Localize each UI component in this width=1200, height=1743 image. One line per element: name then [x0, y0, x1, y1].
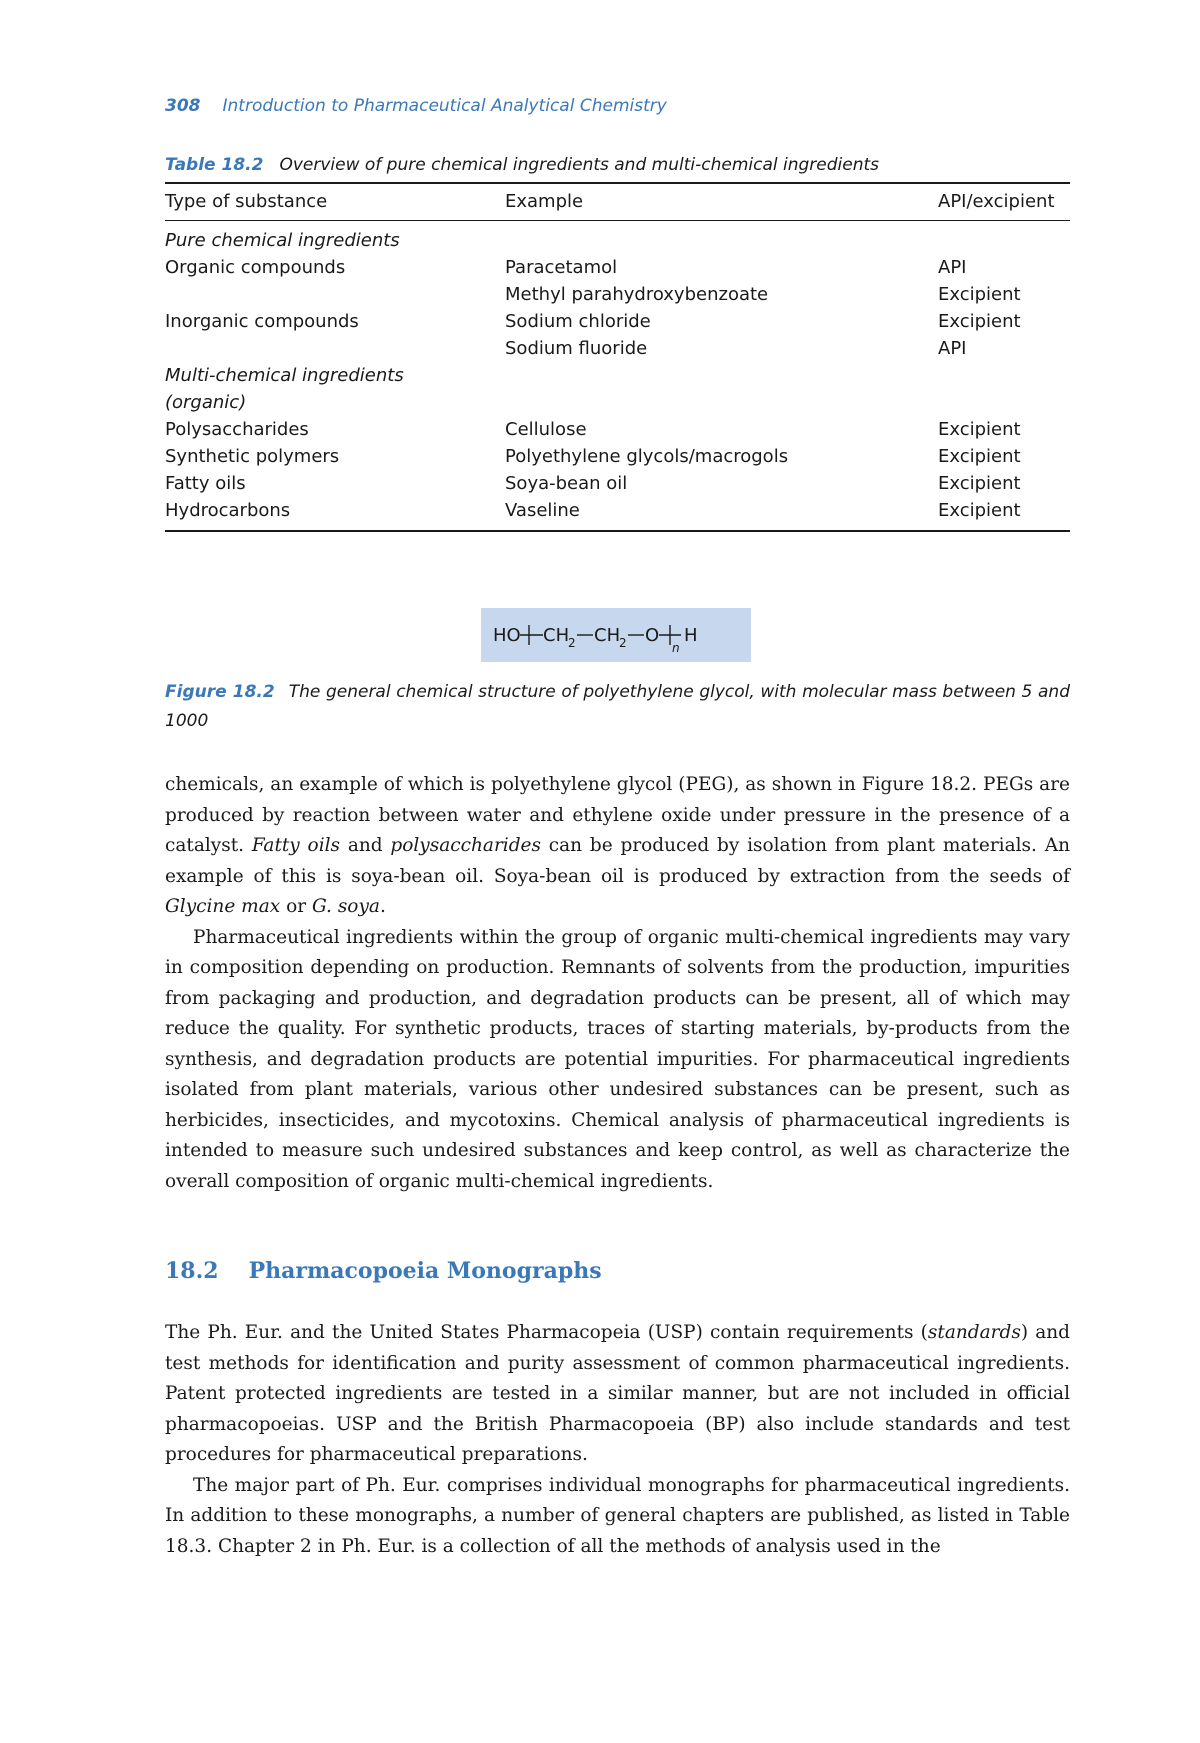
table-cell: Organic compounds [165, 257, 346, 278]
table-row [165, 470, 1070, 497]
table-cell: Excipient [938, 500, 1021, 521]
column-header: API/excipient [938, 183, 1070, 221]
formula-sub-1: 2 [568, 636, 576, 650]
text-run: can be produced by isolation from plant materials. An example of this is soya-bean oil. Soya-bean oil is produced by extraction from the seeds of [165, 835, 1070, 887]
text-run-italic: Fatty oils [251, 835, 341, 856]
table-header-row [165, 183, 1070, 221]
table-cell: Excipient [938, 446, 1021, 467]
table-row [165, 416, 1070, 443]
overview-table [165, 182, 1070, 532]
section-number: 18.2 [165, 1258, 219, 1284]
paragraph: The major part of Ph. Eur. comprises individual monographs for pharmaceutical ingredients. In addition to these monographs, a number of general chapters are published, as listed in Table 18.3. Chapter 2 in Ph. Eur. is a collection of all the methods of analysis used in the [165, 1474, 1070, 1557]
table-row [165, 497, 1070, 531]
table-cell: Inorganic compounds [165, 311, 359, 332]
page-number: 308 [165, 96, 201, 116]
text-run-italic: G. soya [311, 896, 380, 917]
table-cell: Excipient [938, 419, 1021, 440]
figure-label: Figure 18.2 [165, 682, 275, 702]
table-section-row [165, 362, 1070, 416]
table-cell: Methyl parahydroxybenzoate [505, 284, 769, 305]
table-section-row [165, 221, 1070, 255]
formula-h: H [684, 625, 698, 646]
table-cell: Soya-bean oil [505, 473, 628, 494]
peg-structure-figure [481, 608, 751, 662]
paragraph: Pharmaceutical ingredients within the group of organic multi-chemical ingredients may vary in composition depending on production. Remnants of solvents from the production, impurities from packaging and production, and degradation products can be present, all of which may reduce the quality. For synthetic products, traces of starting materials, by-products from the synthesis, and degradation products are potential impurities. For pharmaceutical ingredients isolated from plant materials, various other undesired substances can be present, such as herbicides, insecticides, and mycotoxins. Chemical analysis of pharmaceutical ingredients is intended to measure such undesired substances and keep control, as well as characterize the overall composition of organic multi-chemical ingredients. [165, 926, 1070, 1192]
text-run-italic: standards [927, 1322, 1021, 1343]
table-cell: Hydrocarbons [165, 500, 291, 521]
text-run: or [280, 896, 312, 917]
text-run: . [379, 896, 386, 917]
column-header: Example [505, 183, 938, 221]
table-cell: Sodium chloride [505, 311, 651, 332]
table-caption-text: Overview of pure chemical ingredients and multi-chemical ingredients [279, 155, 879, 175]
section-title: Pharmacopoeia Monographs [248, 1258, 602, 1284]
formula-n: n [672, 641, 680, 655]
formula-ch-2: CH [594, 625, 621, 646]
section-label-line: (organic) [165, 392, 247, 413]
table-label: Table 18.2 [165, 155, 264, 175]
table-section-label: Pure chemical ingredients [165, 230, 400, 251]
text-run-italic: polysaccharides [390, 835, 541, 856]
body-text-block [165, 770, 1070, 1197]
table-cell: Sodium fluoride [505, 338, 648, 359]
table-cell: API [938, 257, 967, 278]
section-heading [165, 1258, 602, 1284]
table-cell: Vaseline [505, 500, 580, 521]
paragraph [165, 1318, 1070, 1471]
table-cell [165, 335, 505, 362]
table-cell: Excipient [938, 473, 1021, 494]
paragraph [165, 770, 1070, 923]
column-header: Type of substance [165, 183, 505, 221]
table-row [165, 443, 1070, 470]
table-cell: Synthetic polymers [165, 446, 340, 467]
table-cell: Polyethylene glycols/macrogols [505, 446, 789, 467]
formula-ho: HO [493, 625, 521, 646]
table-row [165, 254, 1070, 281]
text-run-italic: Glycine max [165, 896, 281, 917]
body-text-block [165, 1318, 1070, 1562]
formula-sub-2: 2 [619, 636, 627, 650]
figure-caption-text: The general chemical structure of polyethylene glycol, with molecular mass between 5 and 1000 [165, 682, 1070, 731]
section-label-line: Multi-chemical ingredients [165, 365, 404, 386]
book-title: Introduction to Pharmaceutical Analytical Chemistry [222, 96, 667, 116]
table-cell: Cellulose [505, 419, 587, 440]
table-caption [165, 155, 1070, 175]
figure-caption [165, 678, 1070, 736]
table-row [165, 335, 1070, 362]
running-head [165, 96, 667, 116]
text-run: ) and test methods for identification and purity assessment of common pharmaceutical ingredients. Patent protected ingredients are tested in a similar manner, but are not included in official pharmacopoeias. USP and the British Pharmacopoeia (BP) also include standards and test procedures for pharmaceutical preparations. [165, 1322, 1071, 1465]
table-cell: API [938, 338, 967, 359]
formula-ch-1: CH [543, 625, 570, 646]
table-cell: Paracetamol [505, 257, 618, 278]
formula-o: O [645, 625, 660, 646]
table-row [165, 308, 1070, 335]
table-cell: Excipient [938, 311, 1021, 332]
table-cell [165, 281, 505, 308]
table-row [165, 281, 1070, 308]
table-section-label [165, 362, 1070, 416]
table-cell: Polysaccharides [165, 419, 309, 440]
text-run: chemicals, an example of which is polyethylene glycol (PEG), as shown in Figure 18.2. PEGs are produced by reaction between water and ethylene oxide under pressure in the presence of a catalyst. [165, 774, 1070, 856]
table-cell: Fatty oils [165, 473, 246, 494]
text-run: The Ph. Eur. and the United States Pharmacopeia (USP) contain requirements ( [165, 1322, 928, 1343]
text-run: and [340, 835, 391, 856]
table-cell: Excipient [938, 284, 1021, 305]
peg-structure-svg [481, 608, 751, 662]
